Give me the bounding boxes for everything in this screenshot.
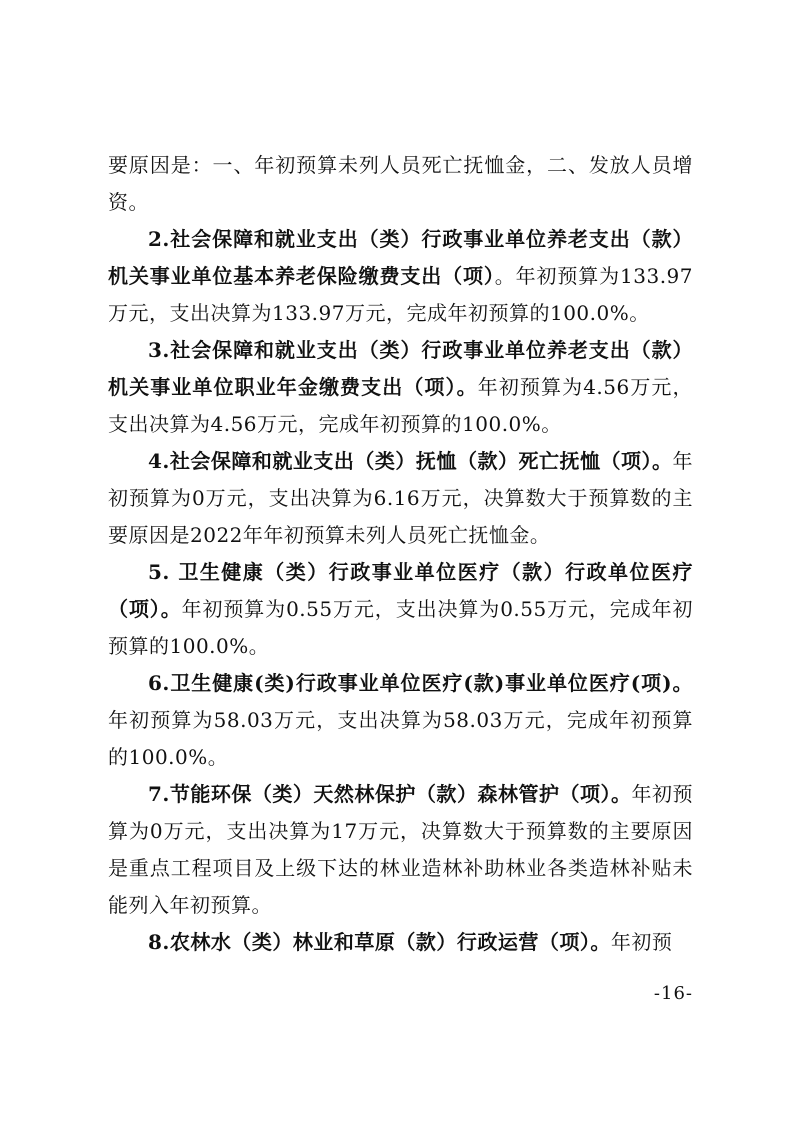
paragraph-7 [108, 776, 693, 924]
paragraph-5-heading: 5. 卫生健康（类）行政事业单位医疗（款）行政单位医疗（项）。 [108, 560, 693, 621]
paragraph-3-heading: 3.社会保障和就业支出（类）行政事业单位养老支出（款）机关事业单位职业年金缴费支出（项）。 [108, 338, 693, 399]
paragraph-3 [108, 332, 693, 443]
paragraph-1 [108, 147, 693, 221]
paragraph-1-text: 要原因是：一、年初预算未列人员死亡抚恤金，二、发放人员增资。 [108, 153, 693, 214]
paragraph-8 [108, 924, 693, 961]
paragraph-6-text: 年初预算为58.03万元，支出决算为58.03万元，完成年初预算的100.0%。 [108, 708, 693, 769]
paragraph-2-text: 。年初预算为133.97万元，支出决算为133.97万元，完成年初预算的100.0%。 [108, 264, 693, 325]
paragraph-5-text: 年初预算为0.55万元，支出决算为0.55万元，完成年初预算的100.0%。 [108, 597, 694, 658]
document-body [108, 147, 693, 961]
paragraph-6 [108, 665, 693, 776]
paragraph-6-heading: 6.卫生健康(类)行政事业单位医疗(款)事业单位医疗(项)。 [148, 671, 693, 695]
paragraph-5 [108, 554, 693, 665]
paragraph-4-text: 年初预算为0万元，支出决算为6.16万元，决算数大于预算数的主要原因是2022年年初预算未列人员死亡抚恤金。 [108, 449, 693, 547]
paragraph-3-text: 年初预算为4.56万元，支出决算为4.56万元，完成年初预算的100.0%。 [108, 375, 694, 436]
paragraph-4-heading: 4.社会保障和就业支出（类）抚恤（款）死亡抚恤（项）。 [148, 449, 673, 473]
page-number: -16- [653, 983, 693, 1004]
paragraph-4 [108, 443, 693, 554]
paragraph-2 [108, 221, 693, 332]
paragraph-8-text: 年初预 [610, 930, 673, 954]
paragraph-8-heading: 8.农林水（类）林业和草原（款）行政运营（项）。 [148, 930, 611, 954]
paragraph-2-heading: 2.社会保障和就业支出（类）行政事业单位养老支出（款）机关事业单位基本养老保险缴费支出（项） [108, 227, 693, 288]
paragraph-7-text: 年初预算为0万元，支出决算为17万元，决算数大于预算数的主要原因是重点工程项目及上级下达的林业造林补助林业各类造林补贴未能列入年初预算。 [108, 782, 693, 917]
paragraph-7-heading: 7.节能环保（类）天然林保护（款）森林管护（项）。 [148, 782, 632, 806]
